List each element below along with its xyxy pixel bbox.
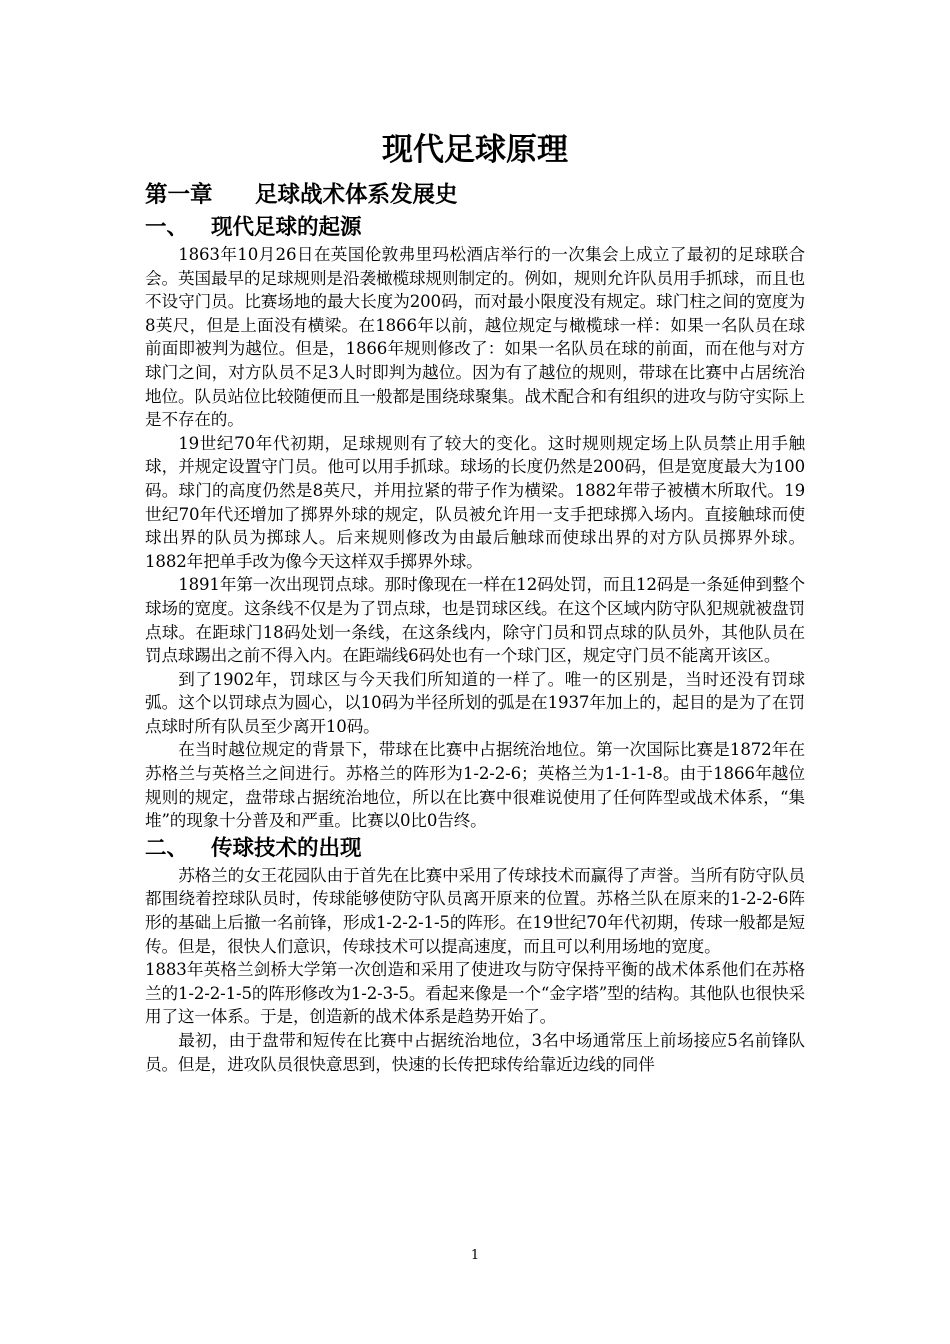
chapter-number: 第一章 [145, 182, 213, 208]
paragraph: 19世纪70年代初期，足球规则有了较大的变化。这时规则规定场上队员禁止用手触球，并规定设置守门员。他可以用手抓球。球场的长度仍然是200码，但是宽度最大为100码。球门的高度仍然是8英尺，并用拉紧的带子作为横梁。1882年带子被横木所取代。19世纪70年代还增加了掷界外球的规定，队员被允许用一支手把球掷入场内。直接触球而使球出界的队员为掷球人。后来规则修改为由最后触球而使球出界的对方队员掷界外球。1882年把单手改为像今天这样双手掷界外球。 [145, 433, 805, 571]
chapter-heading [145, 178, 805, 212]
paragraph: 1883年英格兰剑桥大学第一次创造和采用了使进攻与防守保持平衡的战术体系他们在苏格兰的1-2-2-1-5的阵形修改为1-2-3-5。看起来像是一个“金字塔”型的结构。其他队也很快采用了这一体系。于是，创造新的战术体系是趋势开始了。 [145, 960, 805, 1027]
section-heading [145, 833, 805, 864]
document-body [145, 128, 805, 1076]
paragraph: 到了1902年，罚球区与今天我们所知道的一样了。唯一的区别是，当时还没有罚球弧。这个以罚球点为圆心，以10码为半径所划的弧是在1937年加上的，起目的是为了在罚点球时所有队员至少离开10码。 [145, 669, 805, 736]
paragraph: 1891年第一次出现罚点球。那时像现在一样在12码处罚，而且12码是一条延伸到整个球场的宽度。这条线不仅是为了罚点球，也是罚球区线。在这个区域内防守队犯规就被盘罚点球。在距球门18码处划一条线，在这条线内，除守门员和罚点球的队员外，其他队员在罚点球踢出之前不得入内。在距端线6码处也有一个球门区，规定守门员不能离开该区。 [145, 575, 805, 666]
section-origins [145, 212, 805, 833]
chapter-title: 足球战术体系发展史 [255, 182, 458, 208]
paragraph: 苏格兰的女王花园队由于首先在比赛中采用了传球技术而赢得了声誉。当所有防守队员都围绕着控球队员时，传球能够使防守队员离开原来的位置。苏格兰队在原来的1-2-2-6阵形的基础上后撤一名前锋，形成1-2-2-1-5的阵形。在19世纪70年代初期，传球一般都是短传。但是，很快人们意识，传球技术可以提高速度，而且可以利用场地的宽度。 [145, 865, 805, 956]
paragraph: 在当时越位规定的背景下，带球在比赛中占据统治地位。第一次国际比赛是1872年在苏格兰与英格兰之间进行。苏格兰的阵形为1-2-2-6；英格兰为1-1-1-8。由于1866年越位规则的规定，盘带球占据统治地位，所以在比赛中很难说使用了任何阵型或战术体系，“集堆”的现象十分普及和严重。比赛以0比0告终。 [145, 740, 805, 831]
section-title: 现代足球的起源 [211, 215, 362, 240]
paragraph: 最初，由于盘带和短传在比赛中占据统治地位，3名中场通常压上前场接应5名前锋队员。但是，进攻队员很快意思到，快速的长传把球传给靠近边线的同伴 [145, 1031, 805, 1074]
document-title: 现代足球原理 [382, 132, 568, 168]
page-number: 1 [470, 1248, 480, 1263]
section-passing [145, 833, 805, 1076]
section-title: 传球技术的出现 [211, 835, 362, 861]
paragraph: 1863年10月26日在英国伦敦弗里玛松酒店举行的一次集会上成立了最初的足球联合会。英国最早的足球规则是沿袭橄榄球规则制定的。例如，规则允许队员用手抓球，而且也不设守门员。比赛场地的最大长度为200码，而对最小限度没有规定。球门柱之间的宽度为8英尺，但是上面没有横梁。在1866年以前，越位规定与橄榄球一样：如果一名队员在球前面即被判为越位。但是，1866年规则修改了：如果一名队员在球的前面，而在他与对方球门之间，对方队员不足3人时即判为越位。因为有了越位的规则，带球在比赛中占居统治地位。队员站位比较随便而且一般都是围绕球聚集。战术配合和有组织的进攻与防守实际上是不存在的。 [145, 245, 805, 430]
section-heading [145, 212, 805, 243]
section-number: 二、 [145, 835, 189, 861]
section-number: 一、 [145, 215, 189, 240]
